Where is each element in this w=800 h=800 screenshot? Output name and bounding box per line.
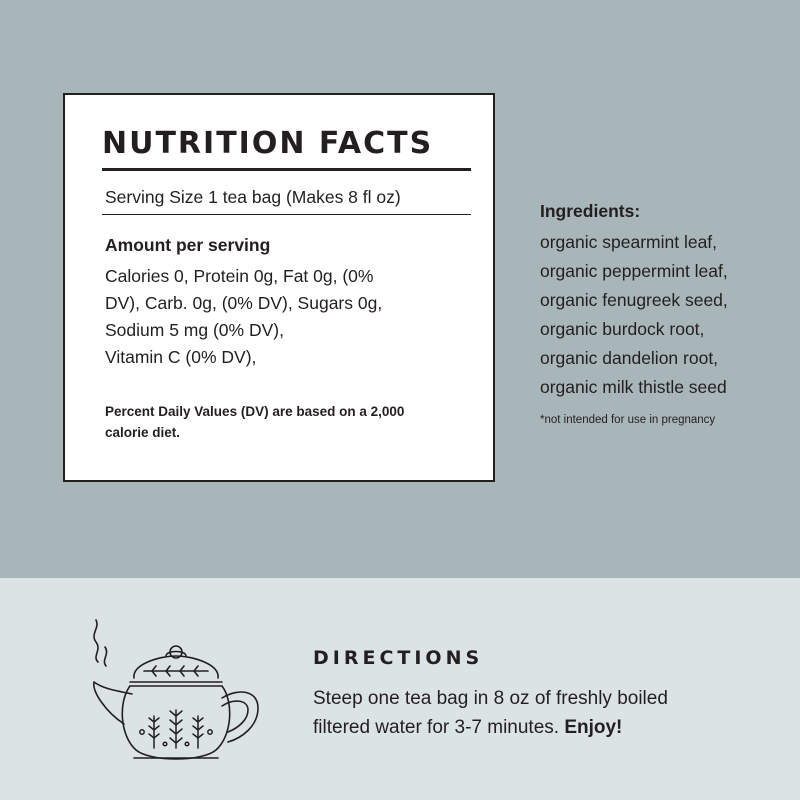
amount-line: DV), Carb. 0g, (0% DV), Sugars 0g,: [105, 293, 383, 313]
ingredient-item: organic dandelion root,: [540, 348, 719, 368]
amount-line: Sodium 5 mg (0% DV),: [105, 320, 284, 340]
enjoy-text: Enjoy!: [564, 717, 623, 738]
amount-line: Calories 0, Protein 0g, Fat 0g, (0%: [105, 266, 374, 286]
directions-line: Steep one tea bag in 8 oz of freshly boiled: [313, 688, 668, 709]
pregnancy-note: *not intended for use in pregnancy: [540, 414, 716, 426]
ingredient-item: organic fenugreek seed,: [540, 290, 728, 310]
nutrition-facts-label: [63, 93, 495, 482]
nutrition-facts-title: NUTRITION FACTS: [102, 126, 434, 161]
ingredients-list: [540, 228, 728, 402]
dv-note: Percent Daily Values (DV) are based on a 2,000 calorie diet.: [105, 404, 405, 440]
directions-line: [313, 713, 733, 742]
amount-heading: Amount per serving: [105, 235, 271, 255]
ingredient-item: organic spearmint leaf,: [540, 232, 718, 252]
directions-line-text: filtered water for 3-7 minutes.: [313, 717, 560, 738]
title-divider: [102, 168, 471, 171]
directions-text: [313, 684, 733, 742]
amount-details: [105, 263, 465, 371]
ingredient-item: organic milk thistle seed: [540, 377, 727, 397]
directions-title: DIRECTIONS: [313, 647, 484, 669]
serving-divider: [102, 214, 471, 215]
ingredient-item: organic burdock root,: [540, 319, 705, 339]
serving-size: Serving Size 1 tea bag (Makes 8 fl oz): [105, 187, 401, 207]
amount-line: Vitamin C (0% DV),: [105, 347, 257, 367]
ingredient-item: organic peppermint leaf,: [540, 261, 728, 281]
teapot-icon: [82, 612, 272, 767]
ingredients-heading: Ingredients:: [540, 201, 641, 221]
